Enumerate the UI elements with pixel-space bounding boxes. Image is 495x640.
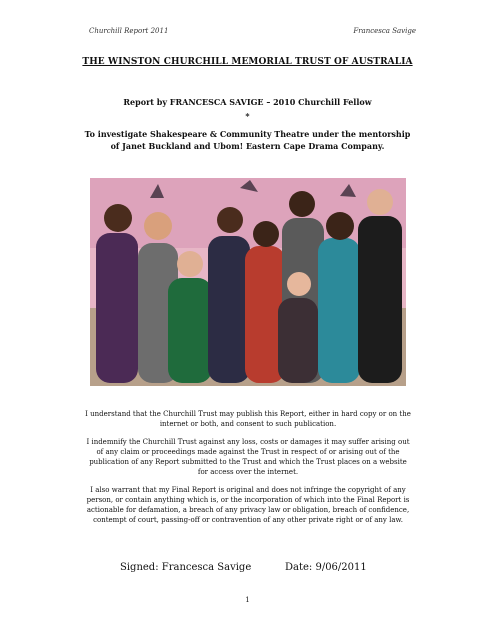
indemnity-paragraph: I indemnify the Churchill Trust against any loss, costs or damages it may suffer arising out of any claim or proceedings made against the Trust in respect of or arising out of the publication of any Report submitted to the Trust and which the Trust places on a website for access over the internet. [86, 438, 410, 476]
author-line: Report by FRANCESCA SAVIGE – 2010 Churchill Fellow [123, 97, 372, 107]
signature-signed: Signed: Francesca Savige [120, 562, 252, 573]
group-photo-illustration [90, 178, 406, 386]
report-purpose: To investigate Shakespeare & Community Theatre under the mentorship of Janet Buckland and Ubom! Eastern Cape Drama Company. [84, 129, 411, 151]
signature-date: Date: 9/06/2011 [285, 562, 367, 573]
consent-paragraph: I understand that the Churchill Trust may publish this Report, either in hard copy or on the internet or both, and consent to such publication. [85, 410, 411, 428]
page-number: 1 [245, 596, 250, 604]
separator-star: * [245, 111, 250, 121]
document-title: THE WINSTON CHURCHILL MEMORIAL TRUST OF AUSTRALIA [82, 57, 413, 67]
running-header-left: Churchill Report 2011 [89, 27, 169, 35]
running-header-right: Francesca Savige [353, 27, 416, 35]
warranty-paragraph: I also warrant that my Final Report is original and does not infringe the copyright of any person, or contain anything which is, or the incorporation of which into the Final Report is actionable for defamation, a breach of any privacy law or obligation, breach of confidence, contempt of court, passing-off or contravention of any other private right or of any law. [86, 486, 410, 524]
group-photo [90, 178, 406, 386]
